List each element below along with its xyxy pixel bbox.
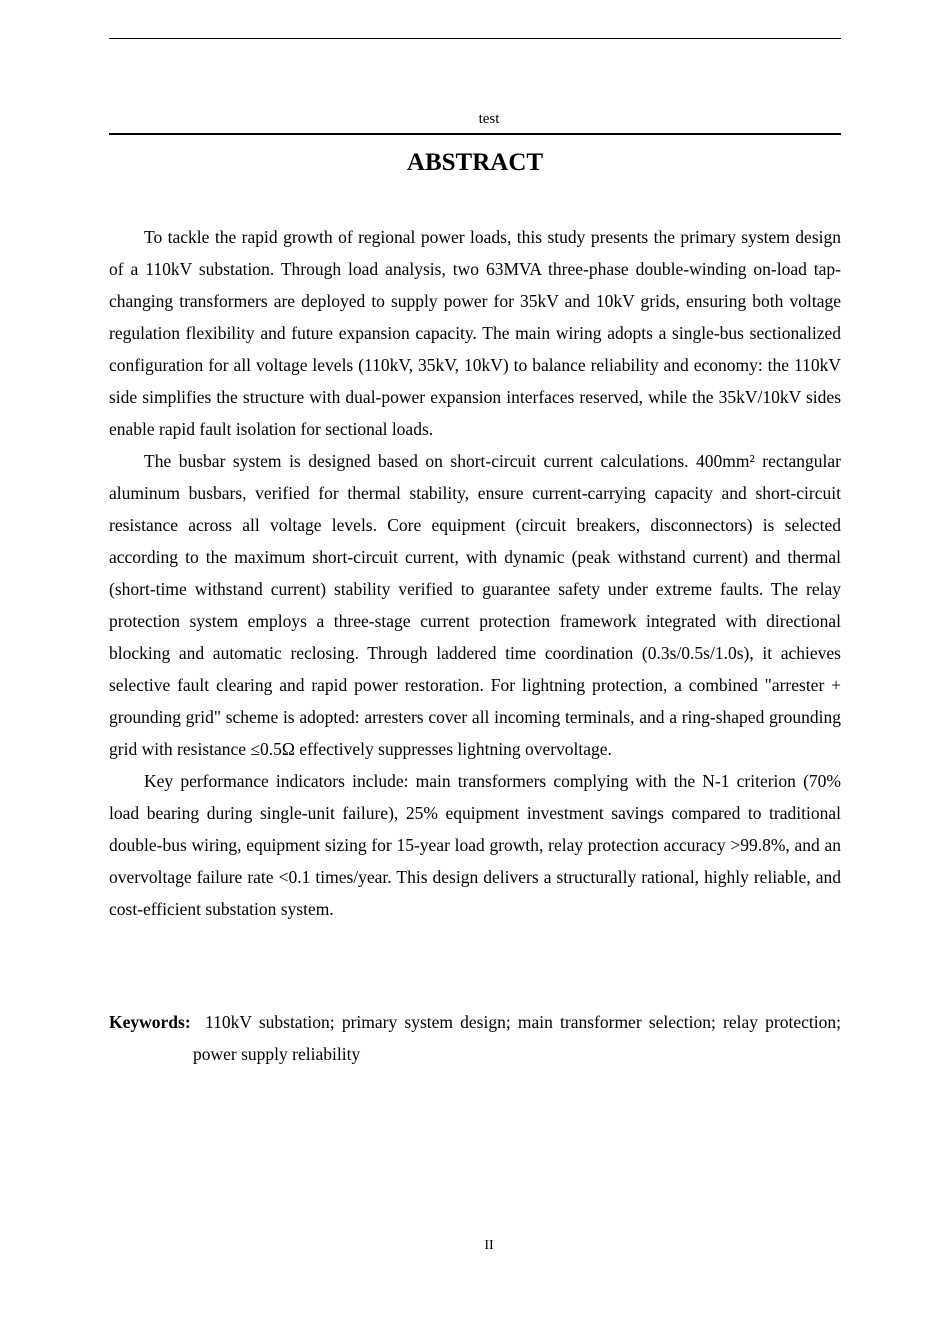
keywords-block [109,1006,841,1070]
abstract-paragraph-2: The busbar system is designed based on short-circuit current calculations. 400mm² rectangular aluminum busbars, verified for thermal stability, ensure current-carrying capacity and short-circuit resistance across all voltage levels. Core equipment (circuit breakers, disconnectors) is selected according to the maximum short-circuit current, with dynamic (peak withstand current) and thermal (short-time withstand current) stability verified to guarantee safety under extreme faults. The relay protection system employs a three-stage current protection framework integrated with directional blocking and automatic reclosing. Through laddered time coordination (0.3s/0.5s/1.0s), it achieves selective fault clearing and rapid power restoration. For lightning protection, a combined "arrester + grounding grid" scheme is adopted: arresters cover all incoming terminals, and a ring-shaped grounding grid with resistance ≤0.5Ω effectively suppresses lightning overvoltage. [109,451,841,759]
abstract-title: ABSTRACT [406,149,544,176]
abstract-paragraph-3: Key performance indicators include: main transformers complying with the N-1 criterion (70% load bearing during single-unit failure), 25% equipment investment savings compared to traditional double-bus wiring, equipment sizing for 15-year load growth, relay protection accuracy >99.8%, and an overvoltage failure rate <0.1 times/year. This design delivers a structurally rational, highly reliable, and cost-efficient substation system. [109,771,841,919]
keywords-text: 110kV substation; primary system design; main transformer selection; relay protection; power supply reliability [193,1012,841,1064]
abstract-body [109,221,841,925]
keywords-label: Keywords: [109,1012,191,1032]
abstract-paragraph-1: To tackle the rapid growth of regional power loads, this study presents the primary system design of a 110kV substation. Through load analysis, two 63MVA three-phase double-winding on-load tap-changing transformers are deployed to supply power for 35kV and 10kV grids, ensuring both voltage regulation flexibility and future expansion capacity. The main wiring adopts a single-bus sectionalized configuration for all voltage levels (110kV, 35kV, 10kV) to balance reliability and economy: the 110kV side simplifies the structure with dual-power expansion interfaces reserved, while the 35kV/10kV sides enable rapid fault isolation for sectional loads. [109,227,841,439]
running-header: test [478,111,500,127]
header-rule [109,133,841,135]
page-number: II [484,1238,494,1253]
top-rule [109,38,841,39]
